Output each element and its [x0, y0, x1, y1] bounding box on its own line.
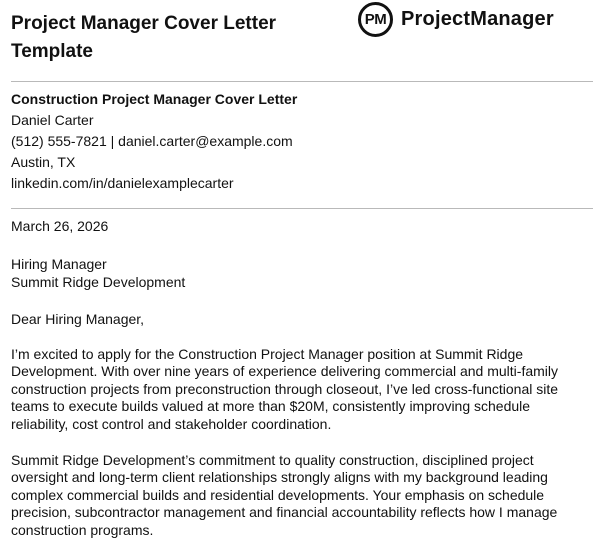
salutation: Dear Hiring Manager, [11, 311, 145, 327]
recipient-name: Hiring Manager [11, 256, 107, 272]
cover-letter-page [11, 0, 593, 538]
sender-linkedin: linkedin.com/in/danielexamplecarter [11, 175, 234, 191]
brand-logo [358, 2, 554, 37]
sender-location: Austin, TX [11, 154, 76, 170]
letter-date: March 26, 2026 [11, 218, 109, 234]
body-paragraph-1: I’m excited to apply for the Construction Project Manager position at Summit Ridge Development. With over nine years of experience delivering commercial and multi-family construction projects from preconstruction through closeout, I’ve led cross-functional site teams to execute builds valued at more than $20M, consistently improving schedule reliability, cost control and stakeholder coordination. [11, 346, 559, 432]
divider-middle [11, 208, 593, 209]
logo-wordmark: ProjectManager [401, 8, 554, 30]
sender-contact: (512) 555-7821 | daniel.carter@example.com [11, 133, 293, 149]
sender-name: Daniel Carter [11, 112, 94, 128]
letter-heading: Construction Project Manager Cover Letter [11, 91, 298, 107]
page-header [11, 0, 593, 80]
page-title: Project Manager Cover Letter Template [11, 13, 277, 62]
logo-mark-icon: PM [358, 2, 393, 37]
recipient-company: Summit Ridge Development [11, 274, 186, 290]
body-paragraph-2: Summit Ridge Development’s commitment to quality construction, disciplined project oversight and long-term client relationships strongly aligns with my background leading complex commercial builds and residential developments. Your emphasis on schedule precision, subcontractor management and financial accountability reflects how I manage construction programs. [11, 452, 558, 538]
divider-top [11, 81, 593, 82]
